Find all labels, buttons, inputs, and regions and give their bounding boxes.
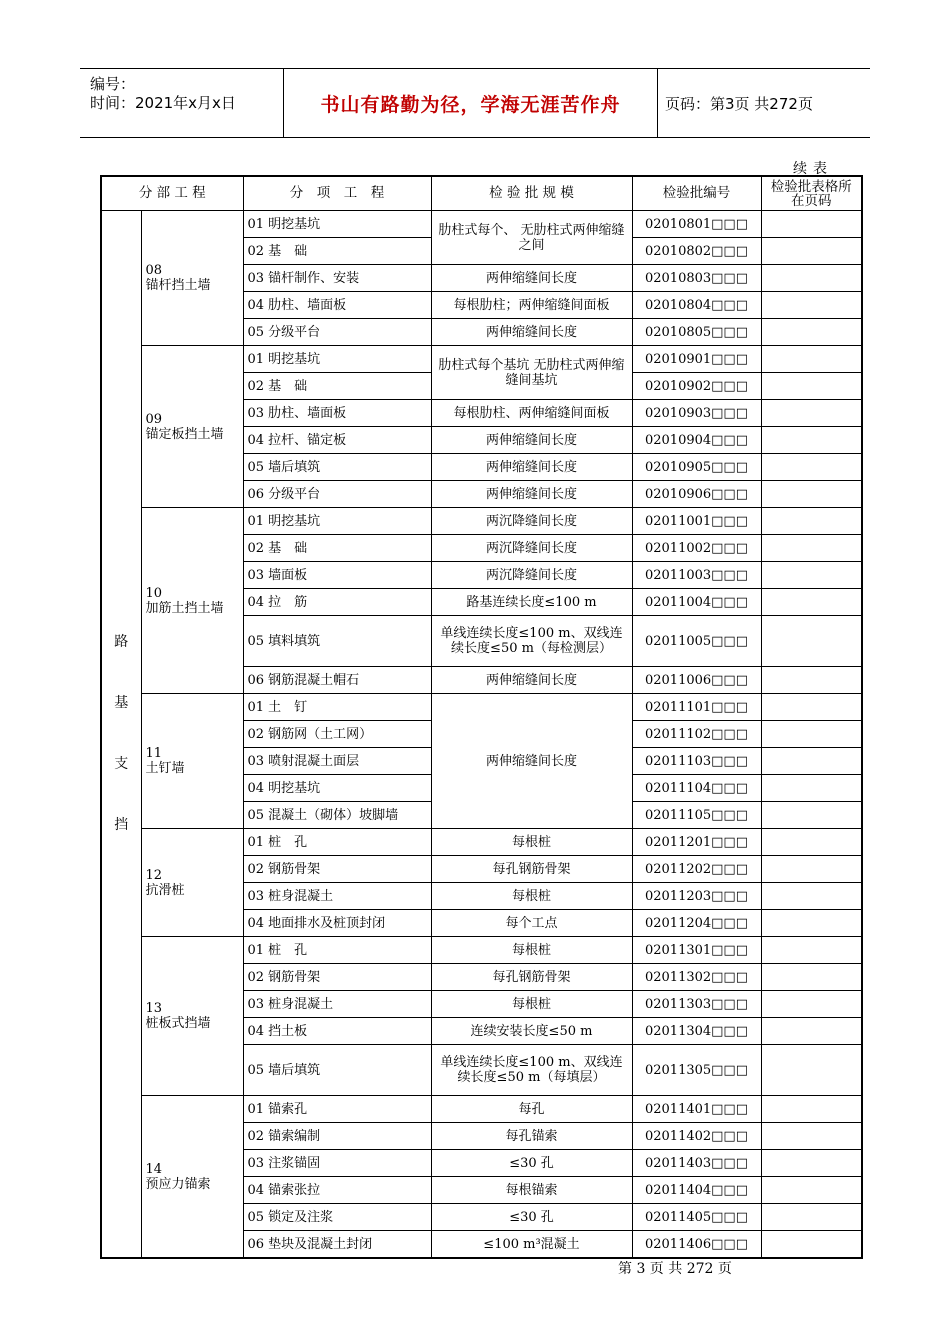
page-ref-cell[interactable] [761,319,862,346]
scale-cell: 两伸缩缝间长度 [431,667,632,694]
scale-cell: 每根肋柱、两伸缩缝间面板 [431,400,632,427]
item-cell: 02 基 础 [243,373,431,400]
group-name: 土钉墙 [145,761,185,776]
batch-no-cell: 02011002□□□ [632,535,761,562]
page-ref-cell[interactable] [761,535,862,562]
group-code: 13 [145,1001,163,1016]
batch-no-cell: 02011104□□□ [632,775,761,802]
item-cell: 06 钢筋混凝土帽石 [243,667,431,694]
batch-no-cell: 02011305□□□ [632,1045,761,1096]
batch-no-cell: 02011304□□□ [632,1018,761,1045]
page-ref-cell[interactable] [761,211,862,238]
batch-no-cell: 02011005□□□ [632,616,761,667]
scale-cell: ≤100 m³混凝土 [431,1231,632,1259]
scale-cell: ≤30 孔 [431,1150,632,1177]
scale-cell: 两伸缩缝间长度 [431,265,632,292]
page-ref-cell[interactable] [761,454,862,481]
batch-no-cell: 02011405□□□ [632,1204,761,1231]
page-ref-cell[interactable] [761,775,862,802]
page-ref-cell[interactable] [761,802,862,829]
item-cell: 05 混凝土（砌体）坡脚墙 [243,802,431,829]
item-cell: 03 墙面板 [243,562,431,589]
group-cell [141,508,243,694]
group-cell [141,346,243,508]
header-scale: 检 验 批 规 模 [431,176,632,211]
page-ref-cell[interactable] [761,1204,862,1231]
item-cell: 02 基 础 [243,238,431,265]
scale-cell: 每孔钢筋骨架 [431,856,632,883]
group-cell [141,211,243,346]
item-cell: 01 桩 孔 [243,829,431,856]
batch-no-cell: 02011103□□□ [632,748,761,775]
scale-cell: 两伸缩缝间长度 [431,319,632,346]
batch-no-cell: 02010901□□□ [632,346,761,373]
page-ref-cell[interactable] [761,829,862,856]
page-ref-cell[interactable] [761,1018,862,1045]
header-batch-no: 检验批编号 [632,176,761,211]
header-meta [80,69,283,137]
batch-no-cell: 02011004□□□ [632,589,761,616]
scale-cell: 连续安装长度≤50 m [431,1018,632,1045]
group-code: 14 [145,1161,163,1177]
item-cell: 03 桩身混凝土 [243,991,431,1018]
header-page-cell [657,69,870,137]
page-ref-cell[interactable] [761,481,862,508]
batch-no-cell: 02011105□□□ [632,802,761,829]
page-ref-cell[interactable] [761,292,862,319]
group-code: 09 [145,411,163,427]
scale-cell: 每根桩 [431,937,632,964]
scale-cell: 肋柱式每个、 无肋柱式两伸缩缝之间 [431,211,632,265]
batch-no-cell: 02010804□□□ [632,292,761,319]
section-label [101,211,141,1259]
batch-no-cell: 02010905□□□ [632,454,761,481]
item-cell: 05 填料填筑 [243,616,431,667]
batch-no-cell: 02010904□□□ [632,427,761,454]
group-code: 10 [145,585,163,601]
page-ref-cell[interactable] [761,373,862,400]
page-ref-cell[interactable] [761,589,862,616]
table-row [101,508,862,535]
page-ref-cell[interactable] [761,1045,862,1096]
page-ref-cell[interactable] [761,748,862,775]
batch-no-cell: 02011204□□□ [632,910,761,937]
item-cell: 01 桩 孔 [243,937,431,964]
page-ref-cell[interactable] [761,937,862,964]
scale-cell: 每根桩 [431,829,632,856]
item-cell: 03 桩身混凝土 [243,883,431,910]
item-cell: 03 锚杆制作、安装 [243,265,431,292]
page-footer: 第 3 页 共 272 页 [618,1261,732,1277]
section-char: 基 [114,695,129,711]
scale-cell: ≤30 孔 [431,1204,632,1231]
item-cell: 04 拉 筋 [243,589,431,616]
item-cell: 04 肋柱、墙面板 [243,292,431,319]
scale-cell: 两伸缩缝间长度 [431,481,632,508]
group-cell [141,1096,243,1259]
page-header [80,68,870,138]
header-item: 分 项 工 程 [243,176,431,211]
group-cell [141,829,243,937]
section-char: 支 [114,756,129,772]
page-ref-cell[interactable] [761,1177,862,1204]
item-cell: 01 土 钉 [243,694,431,721]
batch-no-cell: 02011202□□□ [632,856,761,883]
motto: 书山有路勤为径，学海无涯苦作舟 [320,93,621,116]
page-ref-cell[interactable] [761,562,862,589]
scale-cell: 两沉降缝间长度 [431,535,632,562]
group-cell [141,937,243,1096]
batch-no-cell: 02010802□□□ [632,238,761,265]
page-ref-cell[interactable] [761,508,862,535]
batch-no-cell: 02011201□□□ [632,829,761,856]
table-row [101,829,862,856]
group-name: 抗滑桩 [145,882,185,898]
batch-no-cell: 02011402□□□ [632,1123,761,1150]
section-char: 挡 [114,817,129,833]
batch-no-cell: 02010801□□□ [632,211,761,238]
page-ref-cell[interactable] [761,346,862,373]
item-cell: 01 明挖基坑 [243,346,431,373]
page-number: 页码：第3页 共272页 [665,94,813,113]
item-cell: 04 拉杆、锚定板 [243,427,431,454]
scale-cell: 每个工点 [431,910,632,937]
item-cell: 01 锚索孔 [243,1096,431,1123]
batch-no-cell: 02010902□□□ [632,373,761,400]
table-row [101,346,862,373]
page-ref-cell[interactable] [761,427,862,454]
group-name: 锚定板挡土墙 [145,426,224,442]
scale-cell: 每孔锚索 [431,1123,632,1150]
group-code: 12 [145,867,163,883]
scale-cell: 每根肋柱；两伸缩缝间面板 [431,292,632,319]
scale-cell: 单线连续长度≤100 m、双线连续长度≤50 m（每检测层） [431,616,632,667]
page-ref-cell[interactable] [761,265,862,292]
batch-no-cell: 02011101□□□ [632,694,761,721]
batch-no-cell: 02011003□□□ [632,562,761,589]
header-motto-cell [283,69,658,137]
scale-cell: 两沉降缝间长度 [431,508,632,535]
page-ref-cell[interactable] [761,667,862,694]
scale-cell: 每根桩 [431,991,632,1018]
item-cell: 03 注浆锚固 [243,1150,431,1177]
time-label: 时间：2021年x月x日 [90,94,236,112]
item-cell: 03 肋柱、墙面板 [243,400,431,427]
batch-no-cell: 02010906□□□ [632,481,761,508]
page-ref-cell[interactable] [761,883,862,910]
table-row [101,211,862,238]
table-body [101,211,862,1259]
group-cell [141,694,243,829]
page-ref-cell[interactable] [761,721,862,748]
scale-cell: 单线连续长度≤100 m、双线连续长度≤50 m（每填层） [431,1045,632,1096]
batch-no-cell: 02011006□□□ [632,667,761,694]
page-ref-cell[interactable] [761,964,862,991]
batch-no-cell: 02011203□□□ [632,883,761,910]
scale-cell: 路基连续长度≤100 m [431,589,632,616]
scale-cell: 每根锚索 [431,1177,632,1204]
batch-no-cell: 02011406□□□ [632,1231,761,1259]
batch-no-cell: 02011401□□□ [632,1096,761,1123]
item-cell: 02 基 础 [243,535,431,562]
item-cell: 04 地面排水及桩顶封闭 [243,910,431,937]
item-cell: 05 墙后填筑 [243,1045,431,1096]
table-row [101,1096,862,1123]
item-cell: 06 分级平台 [243,481,431,508]
header-division: 分 部 工 程 [101,176,243,211]
item-cell: 02 锚索编制 [243,1123,431,1150]
table-row [101,937,862,964]
scale-cell: 每孔 [431,1096,632,1123]
batch-no-cell: 02011301□□□ [632,937,761,964]
scale-cell: 每孔钢筋骨架 [431,964,632,991]
page-ref-cell[interactable] [761,238,862,265]
item-cell: 03 喷射混凝土面层 [243,748,431,775]
batch-no-cell: 02011404□□□ [632,1177,761,1204]
batch-no-cell: 02010805□□□ [632,319,761,346]
number-label: 编号： [90,75,136,93]
item-cell: 04 挡土板 [243,1018,431,1045]
group-name: 预应力锚索 [145,1176,211,1192]
batch-no-cell: 02011001□□□ [632,508,761,535]
page-ref-cell[interactable] [761,616,862,667]
page-ref-cell[interactable] [761,1231,862,1259]
batch-no-cell: 02011303□□□ [632,991,761,1018]
inspection-table [100,175,863,1259]
batch-no-cell: 02011102□□□ [632,721,761,748]
scale-cell: 两伸缩缝间长度 [431,454,632,481]
item-cell: 04 明挖基坑 [243,775,431,802]
section-char: 路 [114,634,129,650]
batch-no-cell: 02011302□□□ [632,964,761,991]
batch-no-cell: 02010903□□□ [632,400,761,427]
page-ref-cell[interactable] [761,1123,862,1150]
page-ref-cell[interactable] [761,910,862,937]
continued-label: 续表 [793,161,833,177]
page-ref-cell[interactable] [761,400,862,427]
item-cell: 01 明挖基坑 [243,508,431,535]
item-cell: 01 明挖基坑 [243,211,431,238]
group-name: 加筋土挡土墙 [145,600,224,616]
group-name: 桩板式挡墙 [145,1016,211,1031]
item-cell: 06 垫块及混凝土封闭 [243,1231,431,1259]
item-cell: 05 墙后填筑 [243,454,431,481]
group-code: 08 [145,263,163,278]
scale-cell: 每根桩 [431,883,632,910]
page-ref-cell[interactable] [761,991,862,1018]
scale-cell: 两沉降缝间长度 [431,562,632,589]
item-cell: 05 分级平台 [243,319,431,346]
page-ref-cell[interactable] [761,694,862,721]
scale-cell: 肋柱式每个基坑 无肋柱式两伸缩缝间基坑 [431,346,632,400]
group-name: 锚杆挡土墙 [145,278,211,293]
header-page-col: 检验批表格所在页码 [761,176,862,211]
item-cell: 04 锚索张拉 [243,1177,431,1204]
item-cell: 02 钢筋网（土工网） [243,721,431,748]
scale-cell: 两伸缩缝间长度 [431,694,632,829]
item-cell: 02 钢筋骨架 [243,856,431,883]
item-cell: 02 钢筋骨架 [243,964,431,991]
table-header-row [101,176,862,211]
scale-cell: 两伸缩缝间长度 [431,427,632,454]
batch-no-cell: 02011403□□□ [632,1150,761,1177]
page-ref-cell[interactable] [761,1150,862,1177]
page-ref-cell[interactable] [761,856,862,883]
group-code: 11 [145,746,163,761]
page-ref-cell[interactable] [761,1096,862,1123]
batch-no-cell: 02010803□□□ [632,265,761,292]
table-row [101,694,862,721]
item-cell: 05 锁定及注浆 [243,1204,431,1231]
